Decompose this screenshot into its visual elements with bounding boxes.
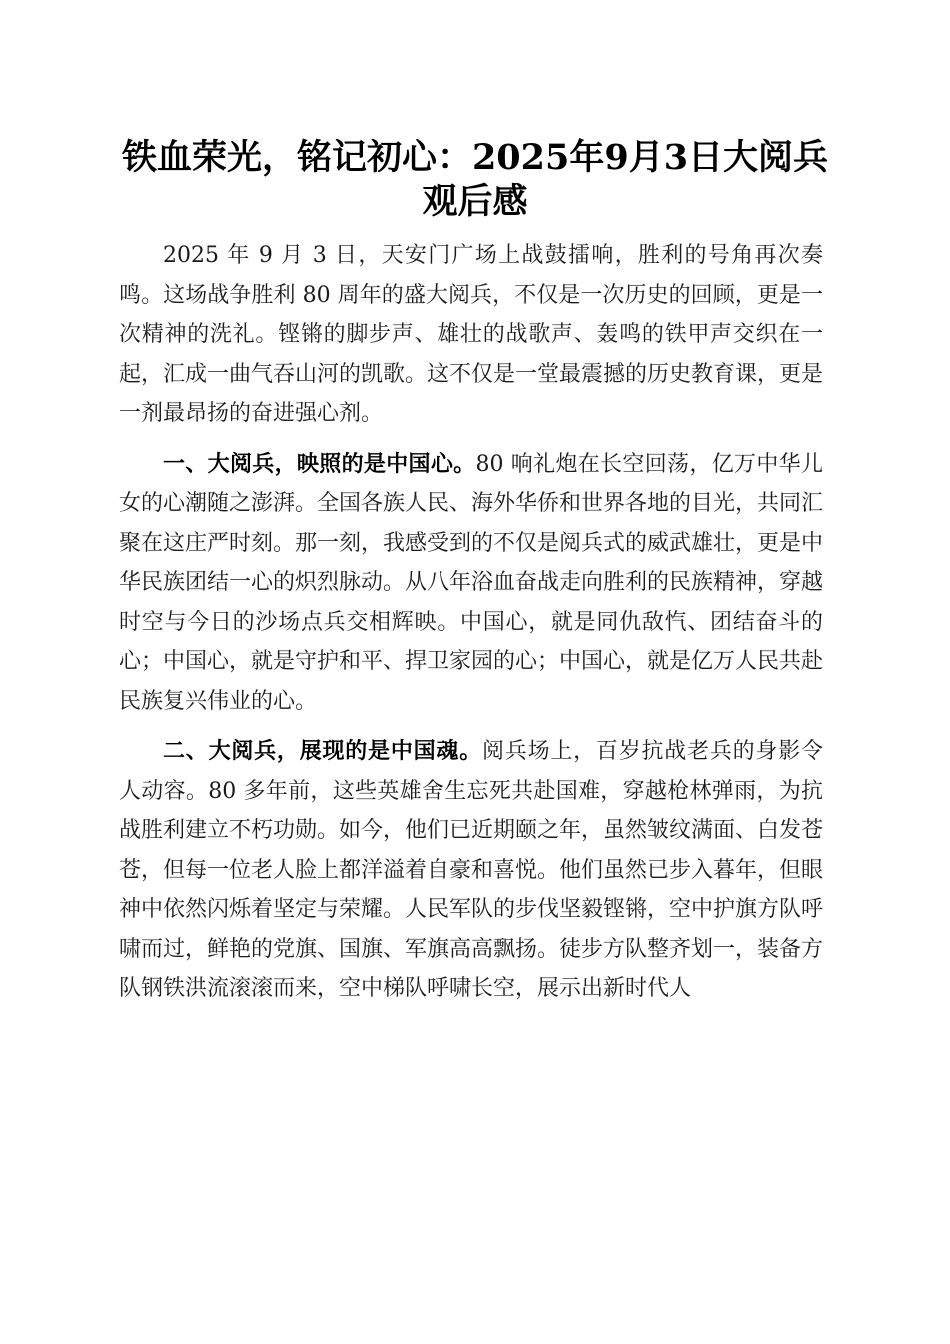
- section-heading: 二、大阅兵，展现的是中国魂。: [163, 738, 482, 764]
- paragraph-text: 阅兵场上，百岁抗战老兵的身影令人动容。80 多年前，这些英雄舍生忘死共赴国难，穿越枪林弹雨，为抗战胜利建立不朽功勋。如今，他们已近期颐之年，虽然皱纹满面、白发苍苍，但每一位老人脸上都洋溢着自豪和喜悦。他们虽然已步入暮年，但眼神中依然闪烁着坚定与荣耀。人民军队的步伐坚毅铿锵，空中护旗方队呼啸而过，鲜艳的党旗、国旗、军旗高高飘扬。徒步方队整齐划一，装备方队钢铁洪流滚滚而来，空中梯队呼啸长空，展示出新时代人: [119, 739, 824, 1001]
- paragraph-section-one: [119, 445, 823, 722]
- paragraph-text: 2025 年 9 月 3 日，天安门广场上战鼓擂响，胜利的号角再次奏鸣。这场战争胜利 80 周年的盛大阅兵，不仅是一次历史的回顾，更是一次精神的洗礼。铿锵的脚步声、雄壮的战歌声、轰鸣的铁甲声交织在一起，汇成一曲气吞山河的凯歌。这不仅是一堂最震撼的历史教育课，更是一剂最昂扬的奋进强心剂。: [119, 243, 824, 426]
- document-title: 铁血荣光，铭记初心：2025年9月3日大阅兵观后感: [121, 137, 829, 222]
- paragraph-section-two: [119, 732, 823, 1009]
- paragraph-intro: [119, 236, 823, 434]
- section-heading: 一、大阅兵，映照的是中国心。: [163, 450, 476, 477]
- document-body: [119, 236, 823, 1020]
- paragraph-text: 80 响礼炮在长空回荡，亿万中华儿女的心潮随之澎湃。全国各族人民、海外华侨和世界各地的目光，共同汇聚在这庄严时刻。那一刻，我感受到的不仅是阅兵式的威武雄壮，更是中华民族团结一心的炽烈脉动。从八年浴血奋战走向胜利的民族精神，穿越时空与今日的沙场点兵交相辉映。中国心，就是同仇敌忾、团结奋斗的心；中国心，就是守护和平、捍卫家园的心；中国心，就是亿万人民共赴民族复兴伟业的心。: [119, 451, 824, 714]
